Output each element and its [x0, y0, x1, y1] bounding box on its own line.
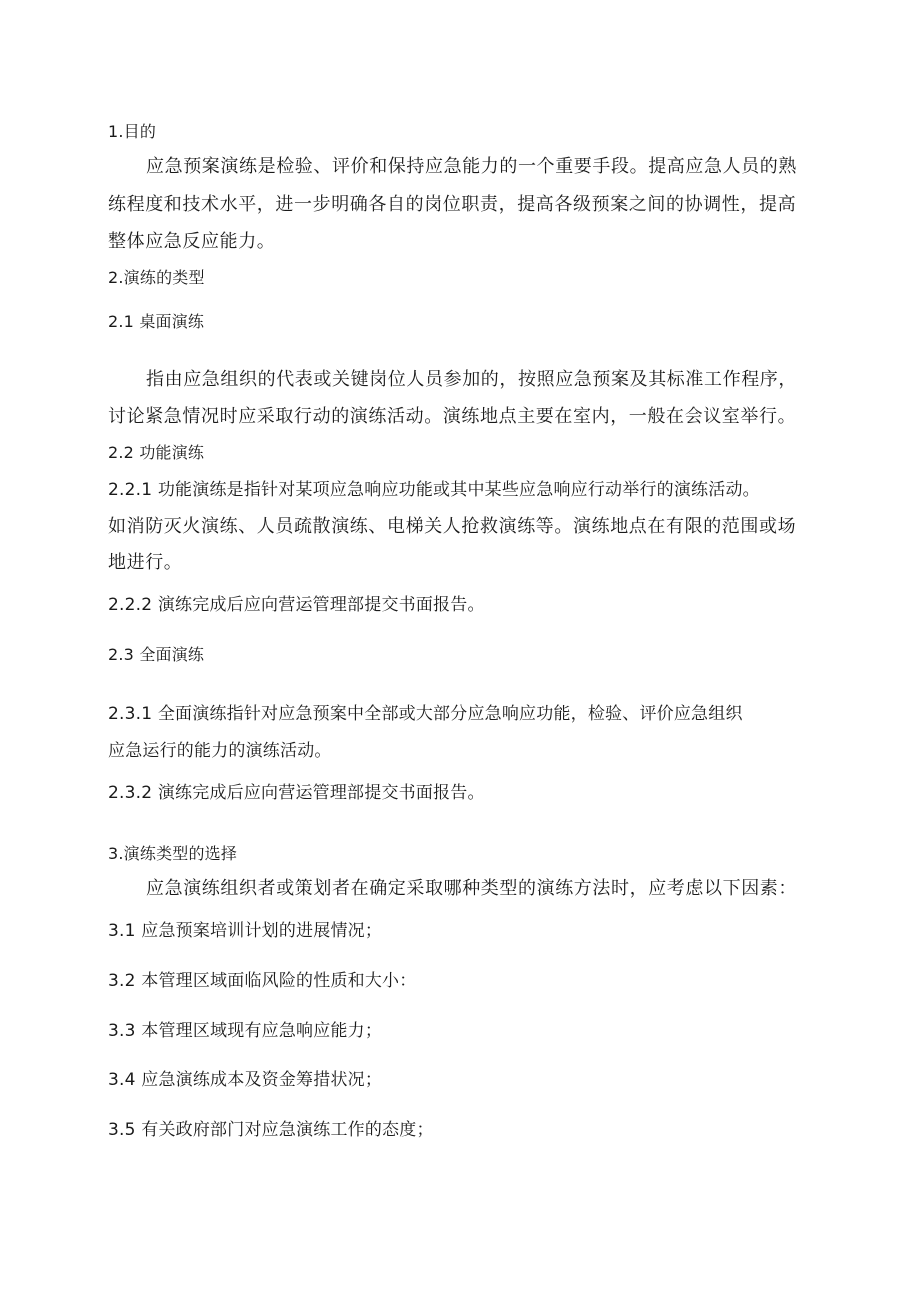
section-1-paragraph-line-3: 整体应急反应能力。	[108, 231, 276, 252]
section-2-1-paragraph-line-2: 讨论紧急情况时应采取行动的演练活动。演练地点主要在室内，一般在会议室举行。	[108, 406, 797, 427]
section-3-title: 3.演练类型的选择	[108, 844, 238, 863]
section-3-item-4: 3.4 应急演练成本及资金筹措状况；	[108, 1070, 383, 1090]
section-2-2-2: 2.2.2 演练完成后应向营运管理部提交书面报告。	[108, 595, 485, 615]
section-2-3-1-line-2: 应急运行的能力的演练活动。	[108, 741, 332, 761]
section-3-item-1: 3.1 应急预案培训计划的进展情况；	[108, 921, 383, 941]
section-2-1-paragraph-line-1: 指由应急组织的代表或关键岗位人员参加的，按照应急预案及其标准工作程序，	[146, 369, 797, 390]
section-1-title: 1.目的	[108, 122, 157, 141]
section-2-3-title: 2.3 全面演练	[108, 645, 205, 664]
section-3-item-5: 3.5 有关政府部门对应急演练工作的态度；	[108, 1120, 434, 1140]
section-1-paragraph-line-2: 练程度和技术水平，进一步明确各自的岗位职责，提高各级预案之间的协调性，提高	[108, 194, 797, 215]
section-2-3-1-line-1: 2.3.1 全面演练指针对应急预案中全部或大部分应急响应功能，检验、评价应急组织	[108, 704, 743, 724]
section-2-2-title: 2.2 功能演练	[108, 443, 205, 462]
section-2-2-1-line-3: 地进行。	[108, 552, 183, 573]
section-2-2-1-line-2: 如消防灭火演练、人员疏散演练、电梯关人抢救演练等。演练地点在有限的范围或场	[108, 516, 797, 537]
section-2-2-1-line-1: 2.2.1 功能演练是指针对某项应急响应功能或其中某些应急响应行动举行的演练活动。	[108, 480, 760, 500]
section-3-item-3: 3.3 本管理区域现有应急响应能力；	[108, 1021, 383, 1041]
section-3-paragraph: 应急演练组织者或策划者在确定采取哪种类型的演练方法时，应考虑以下因素：	[146, 878, 797, 899]
section-1-paragraph-line-1: 应急预案演练是检验、评价和保持应急能力的一个重要手段。提高应急人员的熟	[146, 156, 797, 177]
section-2-title: 2.演练的类型	[108, 268, 205, 287]
section-2-1-title: 2.1 桌面演练	[108, 312, 205, 331]
section-3-item-2: 3.2 本管理区域面临风险的性质和大小：	[108, 971, 417, 991]
section-2-3-2: 2.3.2 演练完成后应向营运管理部提交书面报告。	[108, 783, 485, 803]
